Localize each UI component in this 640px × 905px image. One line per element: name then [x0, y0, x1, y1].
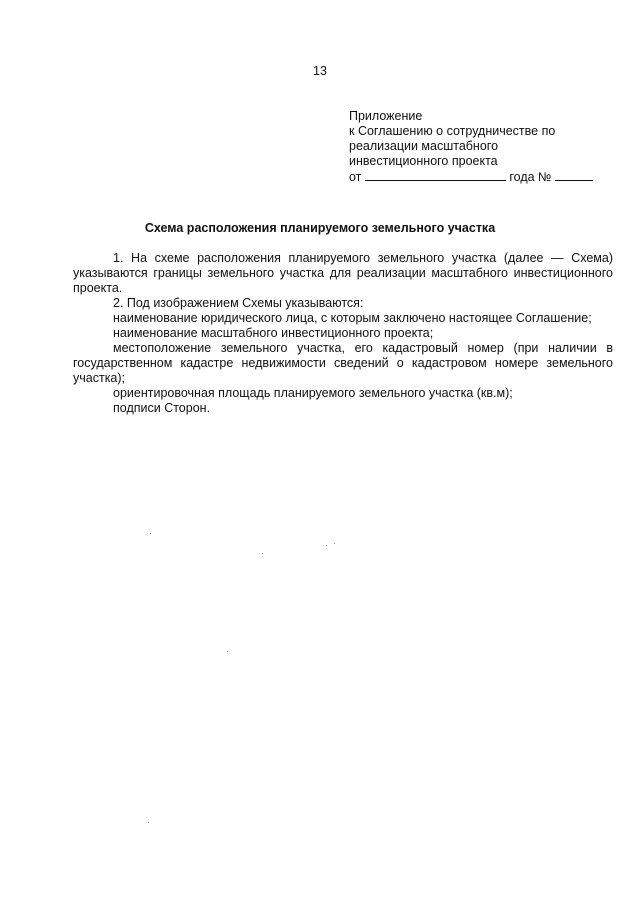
appendix-line: Приложение	[349, 109, 423, 123]
appendix-from-label: от	[349, 170, 362, 184]
document-body	[73, 251, 613, 416]
date-blank-line	[365, 169, 506, 181]
page-number: 13	[313, 64, 327, 78]
appendix-line: к Соглашению о сотрудничестве по	[349, 124, 556, 138]
scan-speck	[148, 822, 149, 823]
document-title: Схема расположения планируемого земельного участка	[144, 221, 496, 235]
list-item-signatures: подписи Сторон.	[113, 401, 211, 415]
list-item-project-name: наименование масштабного инвестиционного проекта;	[113, 326, 434, 340]
scan-speck	[227, 651, 228, 652]
number-blank-line	[555, 169, 593, 181]
list-item-location: местоположение земельного участка, его кадастровый номер (при наличии в государственном кадастре недвижимости сведений о кадастровом номере земельного участка);	[73, 341, 613, 385]
appendix-header	[349, 109, 619, 185]
list-item-area: ориентировочная площадь планируемого земельного участка (кв.м);	[113, 386, 513, 400]
list-item-legal-entity: наименование юридического лица, с которым заключено настоящее Соглашение;	[113, 311, 592, 325]
appendix-date-line	[349, 169, 619, 185]
appendix-date-label: года №	[509, 170, 552, 184]
appendix-line: реализации масштабного	[349, 139, 499, 153]
scan-speck	[326, 545, 327, 546]
scan-speck	[334, 543, 335, 544]
paragraph-1: 1. На схеме расположения планируемого земельного участка (далее — Схема) указываются границы земельного участка для реализации масштабного инвестиционного проекта.	[73, 251, 613, 295]
appendix-line: инвестиционного проекта	[349, 154, 498, 168]
scan-speck	[150, 533, 151, 534]
scan-speck	[262, 553, 263, 554]
paragraph-2: 2. Под изображением Схемы указываются:	[113, 296, 364, 310]
